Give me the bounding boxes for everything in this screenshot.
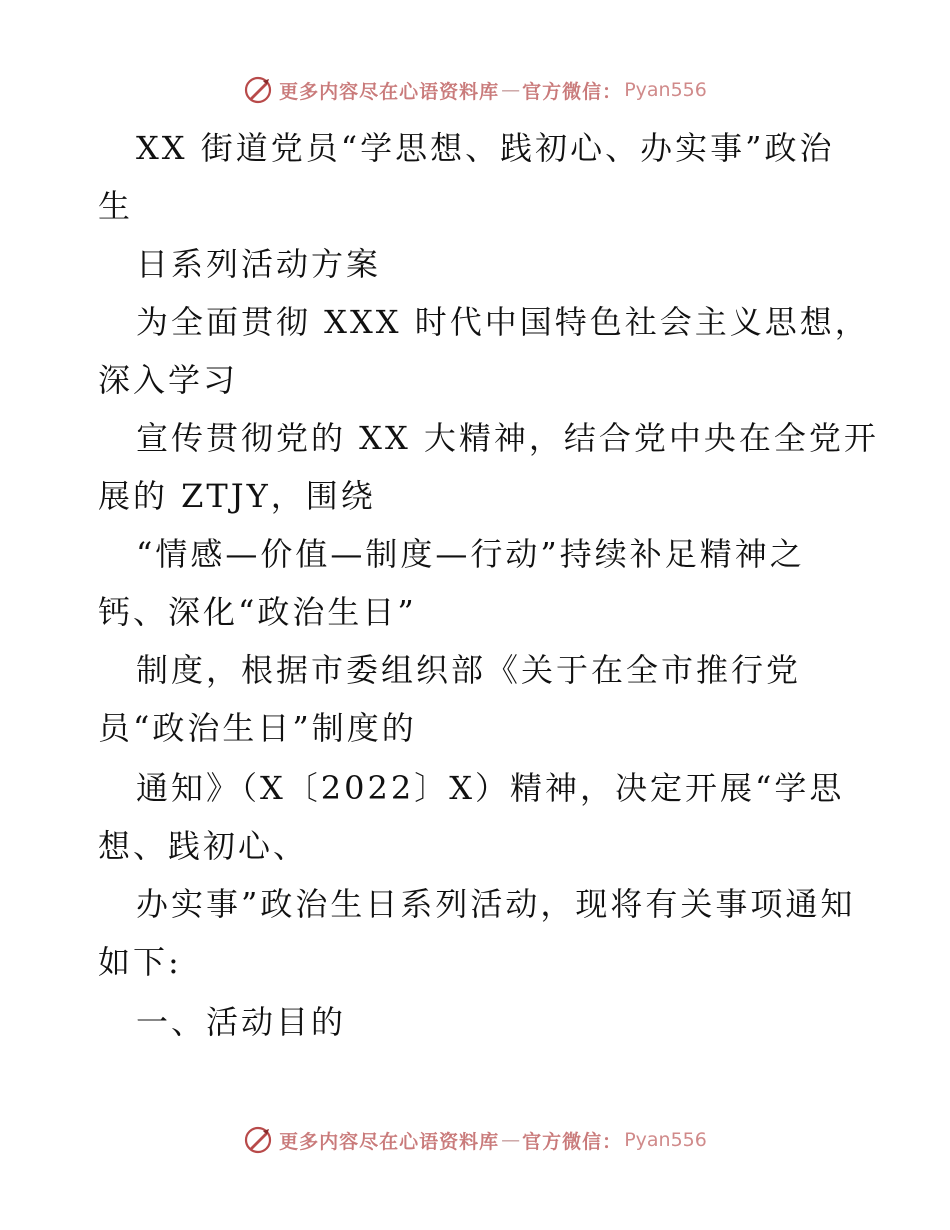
banner-official-label: 官方微信：: [522, 1130, 623, 1153]
doc-line: 想、践初心、: [98, 827, 309, 865]
banner-wechat-id: Pyan556: [624, 1129, 707, 1151]
doc-line: 钙、深化“政治生日”: [98, 593, 417, 631]
banner-slogan: 更多内容尽在心语资料库: [279, 80, 500, 103]
doc-line: 为全面贯彻 XXX 时代中国特色社会主义思想，: [136, 303, 870, 341]
header-banner: [0, 70, 950, 110]
section-heading: 一、活动目的: [136, 1003, 347, 1041]
footer-banner: [0, 1120, 950, 1160]
doc-line: 宣传贯彻党的 XX 大精神，结合党中央在全党开: [136, 419, 879, 457]
banner-dash: —: [501, 1129, 521, 1151]
doc-line: 制度，根据市委组织部《关于在全市推行党: [136, 651, 802, 689]
doc-line: 通知》（X〔2022〕X）精神，决定开展“学思: [136, 769, 845, 807]
doc-line: 深入学习: [98, 361, 239, 399]
doc-line: 办实事”政治生日系列活动，现将有关事项通知: [136, 885, 856, 923]
quill-in-circle-icon: [243, 1125, 273, 1155]
doc-line: “情感—价值—制度—行动”持续补足精神之: [136, 535, 805, 573]
doc-line: XX 街道党员“学思想、践初心、办实事”政治: [136, 129, 835, 167]
doc-line: 生: [98, 187, 134, 225]
banner-wechat-id: Pyan556: [624, 79, 707, 101]
quill-in-circle-icon: [243, 75, 273, 105]
banner-official-label: 官方微信：: [522, 80, 623, 103]
banner-slogan: 更多内容尽在心语资料库: [279, 1130, 500, 1153]
banner-dash: —: [501, 79, 521, 101]
doc-line: 展的 ZTJY，围绕: [98, 477, 376, 515]
doc-line: 员“政治生日”制度的: [98, 709, 417, 747]
doc-line: 日系列活动方案: [136, 245, 382, 283]
doc-line: 如下:: [98, 943, 182, 981]
